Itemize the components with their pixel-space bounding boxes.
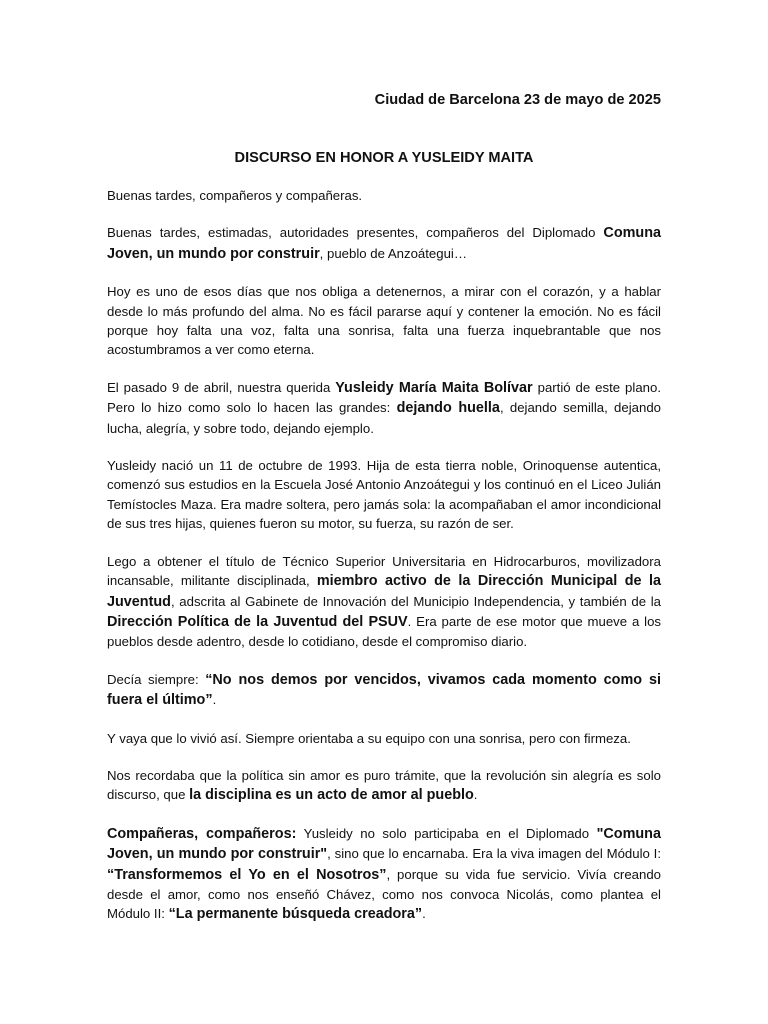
speech-body <box>107 186 661 943</box>
paragraph-intro: Hoy es uno de esos días que nos obliga a detenernos, a mirar con el corazón, y a hablar desde lo más profundo del alma. No es fácil pararse aquí y contener la emoción. No es fácil porque hoy falta una voz, falta una sonrisa, falta una fuerza inquebrantable que nos acostumbramos a ver como eterna. <box>107 284 661 358</box>
text-run: , dejando semilla, dejando lucha, alegría, y sobre todo, dejando ejemplo. <box>107 400 661 436</box>
bold-run: miembro activo de la Dirección Municipal de la Juventud <box>107 573 661 610</box>
paragraph-greeting: Buenas tardes, compañeros y compañeras. <box>107 188 363 203</box>
bold-run: Yusleidy María Maita Bolívar <box>335 379 533 396</box>
text-run: Yusleidy no solo participaba en el Diplomado <box>296 825 597 841</box>
paragraph-biography: Yusleidy nació un 11 de octubre de 1993. Hija de esta tierra noble, Orinoquense autentica, comenzó sus estudios en la Escuela José Antonio Anzoátegui y los continuó en el Liceo Julián Temístocles Maza. Era madre soltera, pero jamás sola: la acompañaban el amor incondicional de sus tres hijas, quienes fueron su motor, su fuerza, su razón de ser. <box>107 458 661 532</box>
paragraph-lived: Y vaya que lo vivió así. Siempre orientaba a su equipo con una sonrisa, pero con firmeza. <box>107 730 631 746</box>
speech-title: DISCURSO EN HONOR A YUSLEIDY MAITA <box>234 150 534 166</box>
bold-run: la disciplina es un acto de amor al pueblo <box>189 787 474 804</box>
text-run: . <box>422 906 426 922</box>
bold-run: “Transformemos el Yo en el Nosotros” <box>107 866 387 883</box>
paragraph-passing <box>107 378 661 438</box>
paragraph-career <box>107 552 661 652</box>
bold-run: “La permanente búsqueda creadora” <box>168 906 423 923</box>
text-run: , pueblo de Anzoátegui… <box>319 245 468 261</box>
text-run: . <box>473 787 478 803</box>
paragraph-diploma <box>107 824 661 925</box>
paragraph-quote <box>107 670 661 711</box>
text-run: Decía siempre: <box>107 671 206 687</box>
bold-run: “No nos demos por vencidos, vivamos cada momento como si fuera el último” <box>107 671 661 709</box>
paragraph-politics <box>107 766 661 806</box>
text-run: , porque su vida fue servicio. Vivía creando desde el amor, como nos enseñó Chávez, como nos convoca Nicolás, como plantea el Módulo II: <box>107 866 661 922</box>
text-run: , adscrita al Gabinete de Innovación del Municipio Independencia, y también de la <box>170 593 661 609</box>
date-line: Ciudad de Barcelona 23 de mayo de 2025 <box>374 92 661 108</box>
text-run: . <box>212 692 217 708</box>
bold-run: dejando huella <box>396 400 500 417</box>
bold-run: Compañeras, compañeros: <box>107 825 297 842</box>
bold-run: "Comuna Joven, un mundo por construir" <box>107 825 661 863</box>
text-run: Nos recordaba que la política sin amor es puro trámite, que la revolución sin alegría es solo discurso, que <box>107 767 661 803</box>
bold-run: Comuna Joven, un mundo por construir <box>107 225 661 262</box>
text-run: , sino que lo encarnaba. Era la viva imagen del Módulo I: <box>327 846 661 862</box>
bold-run: Dirección Política de la Juventud del PSUV <box>107 613 408 630</box>
text-run: partió de este plano. Pero lo hizo como solo lo hacen las grandes: <box>107 379 661 416</box>
text-run: El pasado 9 de abril, nuestra querida <box>107 379 336 395</box>
paragraph-salutation <box>107 223 661 264</box>
text-run: Buenas tardes, estimadas, autoridades presentes, compañeros del Diplomado <box>107 225 604 241</box>
text-run: . Era parte de ese motor que mueve a los pueblos desde adentro, desde lo cotidiano, desde el compromiso diario. <box>107 613 661 650</box>
text-run: Lego a obtener el título de Técnico Superior Universitaria en Hidrocarburos, movilizadora incansable, militante disciplinada, <box>107 553 661 589</box>
